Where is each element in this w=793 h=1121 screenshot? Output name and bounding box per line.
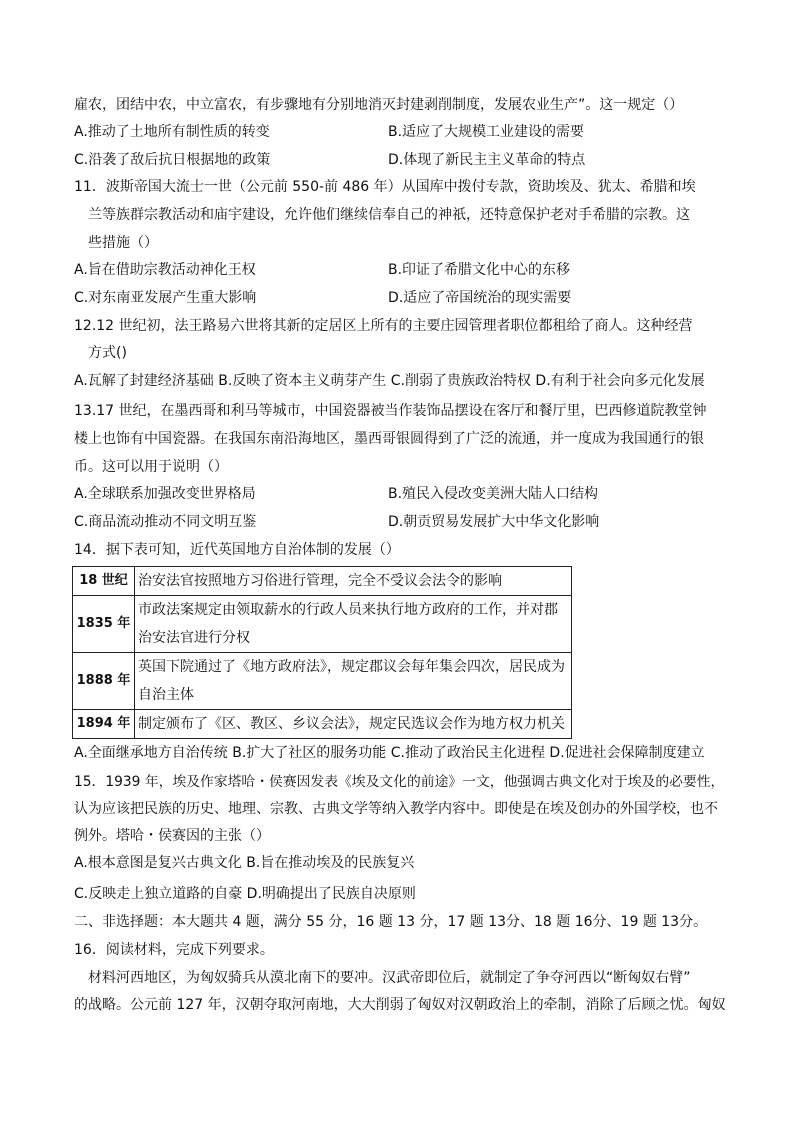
material-line-1: 材料河西地区，为匈奴骑兵从漠北南下的要冲。汉武帝即位后，就制定了争夺河西以“断匈奴右臂” (88, 970, 691, 986)
question-14-text: 14．据下表可知，近代英国地方自治体制的发展（） (74, 542, 400, 558)
option-a: A.旨在借助宗教活动神化王权 (74, 262, 256, 278)
question-13-line-2: 楼上也饰有中国瓷器。在我国东南沿海地区，墨西哥银圆得到了广泛的流通，并一度成为我国通行的银 (74, 431, 704, 447)
history-table (72, 566, 572, 739)
question-15-line-3: 例外。塔哈・侯赛因的主张（） (74, 828, 270, 844)
material-line-2: 的战略。公元前 127 年，汉朝夺取河南地，大大削弱了匈奴对汉朝政治上的牵制，消除了后顾之忧。匈奴 (74, 997, 726, 1013)
option-c: C.沿袭了敌后抗日根据地的政策 (74, 152, 271, 168)
table-row (73, 596, 572, 653)
table-year-cell: 1835 年 (73, 596, 135, 653)
question-12-line-2: 方式() (88, 345, 127, 361)
table-row (73, 653, 572, 710)
question-text-line: 雇农，团结中农，中立富农，有步骤地有分别地消灭封建剥削制度，发展农业生产”。这一规定（） (74, 97, 684, 113)
table-text-cell: 英国下院通过了《地方政府法》，规定郡议会每年集会四次，居民成为自治主体 (135, 653, 572, 710)
table-row (73, 710, 572, 739)
question-11-line-1: 11．波斯帝国大流士一世（公元前 550-前 486 年）从国库中拨付专款，资助埃及、犹太、希腊和埃 (74, 179, 696, 195)
option-b: B.殖民入侵改变美洲大陆人口结构 (388, 486, 599, 502)
option-d: D.适应了帝国统治的现实需要 (388, 290, 572, 306)
option-a: A.全球联系加强改变世界格局 (74, 486, 256, 502)
table-year-cell: 1894 年 (73, 710, 135, 739)
question-11-line-2: 兰等族群宗教活动和庙宇建设，允许他们继续信奉自己的神祇，还特意保护老对手希腊的宗教。这 (88, 207, 690, 223)
table-text-cell: 市政法案规定由领取薪水的行政人员来执行地方政府的工作，并对郡治安法官进行分权 (135, 596, 572, 653)
table-year-cell: 18 世纪 (73, 567, 135, 596)
option-b: B.适应了大规模工业建设的需要 (388, 124, 585, 140)
option-c: C.对东南亚发展产生重大影响 (74, 290, 257, 306)
question-11-line-3: 些措施（） (88, 235, 158, 251)
question-13-line-3: 币。这可以用于说明（） (74, 459, 228, 475)
option-d: D.体现了新民主主义革命的特点 (388, 152, 586, 168)
option-d: D.朝贡贸易发展扩大中华文化影响 (388, 514, 600, 530)
question-15-line-2: 认为应该把民族的历史、地理、宗教、古典文学等纳入教学内容中。即使是在埃及创办的外国学校，也不 (74, 801, 718, 817)
option-b: B.印证了希腊文化中心的东移 (388, 262, 571, 278)
question-14-options: A.全面继承地方自治传统 B.扩大了社区的服务功能 C.推动了政治民主化进程 D.促进社会保障制度建立 (74, 745, 705, 761)
question-12-options: A.瓦解了封建经济基础 B.反映了资本主义萌芽产生 C.削弱了贵族政治特权 D.有利于社会向多元化发展 (74, 373, 705, 389)
question-16-text: 16．阅读材料，完成下列要求。 (74, 942, 274, 958)
question-12-line-1: 12.12 世纪初，法王路易六世将其新的定居区上所有的主要庄园管理者职位都租给了商人。这种经营 (74, 318, 693, 334)
table-text-cell: 治安法官按照地方习俗进行管理，完全不受议会法令的影响 (135, 567, 572, 596)
table-year-cell: 1888 年 (73, 653, 135, 710)
question-15-line-1: 15．1939 年，埃及作家塔哈・侯赛因发表《埃及文化的前途》一文，他强调古典文化对于埃及的必要性， (74, 774, 725, 790)
table-row (73, 567, 572, 596)
table-text-cell: 制定颁布了《区、教区、乡议会法》，规定民选议会作为地方权力机关 (135, 710, 572, 739)
section-2-heading: 二、非选择题：本大题共 4 题，满分 55 分，16 题 13 分，17 题 13分、18 题 16分、19 题 13分。 (74, 914, 708, 930)
question-15-options-cd: C.反映走上独立道路的自豪 D.明确提出了民族自决原则 (74, 886, 416, 902)
question-15-options-ab: A.根本意图是复兴古典文化 B.旨在推动埃及的民族复兴 (74, 855, 415, 871)
option-c: C.商品流动推动不同文明互鉴 (74, 514, 257, 530)
question-13-line-1: 13.17 世纪，在墨西哥和利马等城市，中国瓷器被当作装饰品摆设在客厅和餐厅里，巴西修道院教堂钟 (74, 403, 707, 419)
option-a: A.推动了土地所有制性质的转变 (74, 124, 270, 140)
